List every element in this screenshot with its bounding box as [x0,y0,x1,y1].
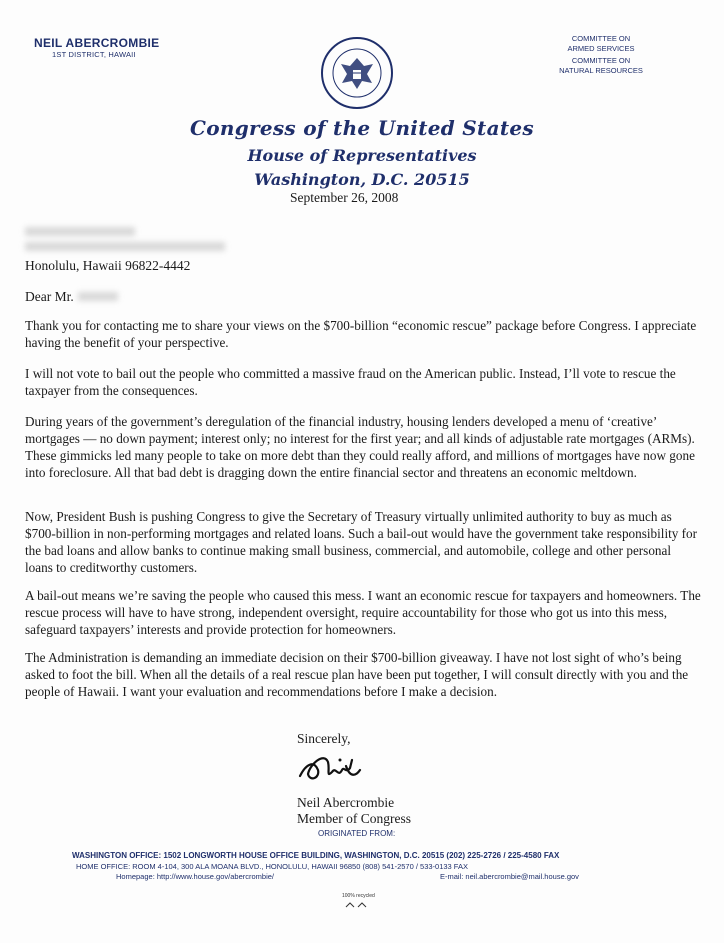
footer-email: E-mail: neil.abercrombie@mail.house.gov [440,872,579,881]
body-paragraph-2: I will not vote to bail out the people who committed a massive fraud on the American public. Instead, I’ll vote to rescue the taxpayer from the consequences. [25,366,676,398]
footer-homepage: Homepage: http://www.house.gov/abercrombie/ [116,872,275,881]
footer-washington-office: WASHINGTON OFFICE: 1502 LONGWORTH HOUSE OFFICE BUILDING, WASHINGTON, D.C. 20515 (202) 225-2726 / 225-4580 FAX [72,851,560,860]
letterhead-district: 1ST DISTRICT, HAWAII [52,50,136,59]
redacted-recipient-name [25,227,135,236]
redacted-recipient-street [25,242,225,251]
footer-home-office: HOME OFFICE: ROOM 4-104, 300 ALA MOANA BLVD., HONOLULU, HAWAII 96850 (808) 541-2570 / 533-0133 FAX [76,862,468,871]
body-paragraph-5: A bail-out means we’re saving the people who caused this mess. I want an economic rescue for taxpayers and homeowners. The rescue process will have to have strong, independent oversight, require accountability for those who got us into this mess, safeguard taxpayers’ interests and provide protection for homeowners. [25,588,701,637]
committee-armed-services: ARMED SERVICES [567,44,635,53]
recycled-mark-icon [344,901,370,909]
footer-recycled: 100% recycled [342,893,375,899]
letter-date: September 26, 2008 [290,190,399,205]
committee-natural-resources: NATURAL RESOURCES [559,66,643,75]
letterhead-name: NEIL ABERCROMBIE [34,36,160,50]
recipient-city: Honolulu, Hawaii 96822-4442 [25,258,191,273]
salutation: Dear Mr. [25,289,74,304]
body-paragraph-1: Thank you for contacting me to share your views on the $700-billion “economic rescue” package before Congress. I appreciate having the benefit of your perspective. [25,318,697,350]
letterhead-title: Congress of the United States [190,116,534,140]
handwritten-signature [296,748,376,788]
house-seal-icon [320,36,394,110]
closing: Sincerely, [297,731,351,746]
redacted-recipient-surname [78,292,118,301]
footer-originated: ORIGINATED FROM: [318,829,396,838]
body-paragraph-3: During years of the government’s deregulation of the financial industry, housing lenders developed a menu of ‘creative’ mortgages — no down payment; interest only; no interest for the first year; and all kinds of adjustable rate mortgages (ARMs). These gimmicks led many people to take on more debt than they could really afford, and millions of mortgages have now gone into foreclosure. All that bad debt is dragging down the entire financial sector and threatens an economic meltdown. [25,414,695,480]
letterhead-city: Washington, D.C. 20515 [254,170,470,189]
committee-label-1: COMMITTEE ON [571,34,631,43]
signature-title: Member of Congress [297,811,411,826]
committee-label-2: COMMITTEE ON [571,56,631,65]
body-paragraph-6: The Administration is demanding an immediate decision on their $700-billion giveaway. I have not lost sight of who’s being asked to foot the bill. When all the details of a real rescue plan have been put together, I will consult directly with you and the people of Hawaii. I want your evaluation and recommendations before I make a decision. [25,650,689,699]
signature-name: Neil Abercrombie [297,795,395,810]
body-paragraph-4: Now, President Bush is pushing Congress to give the Secretary of Treasury virtually unlimited authority to buy as much as $700-billion in non-performing mortgages and related loans. Such a bail-out would have the government take responsibility for the bad loans and allow banks to continue making small business, commercial, and automobile, college and other personal loans to creditworthy customers. [25,509,698,575]
letterhead-subtitle: House of Representatives [247,146,477,165]
